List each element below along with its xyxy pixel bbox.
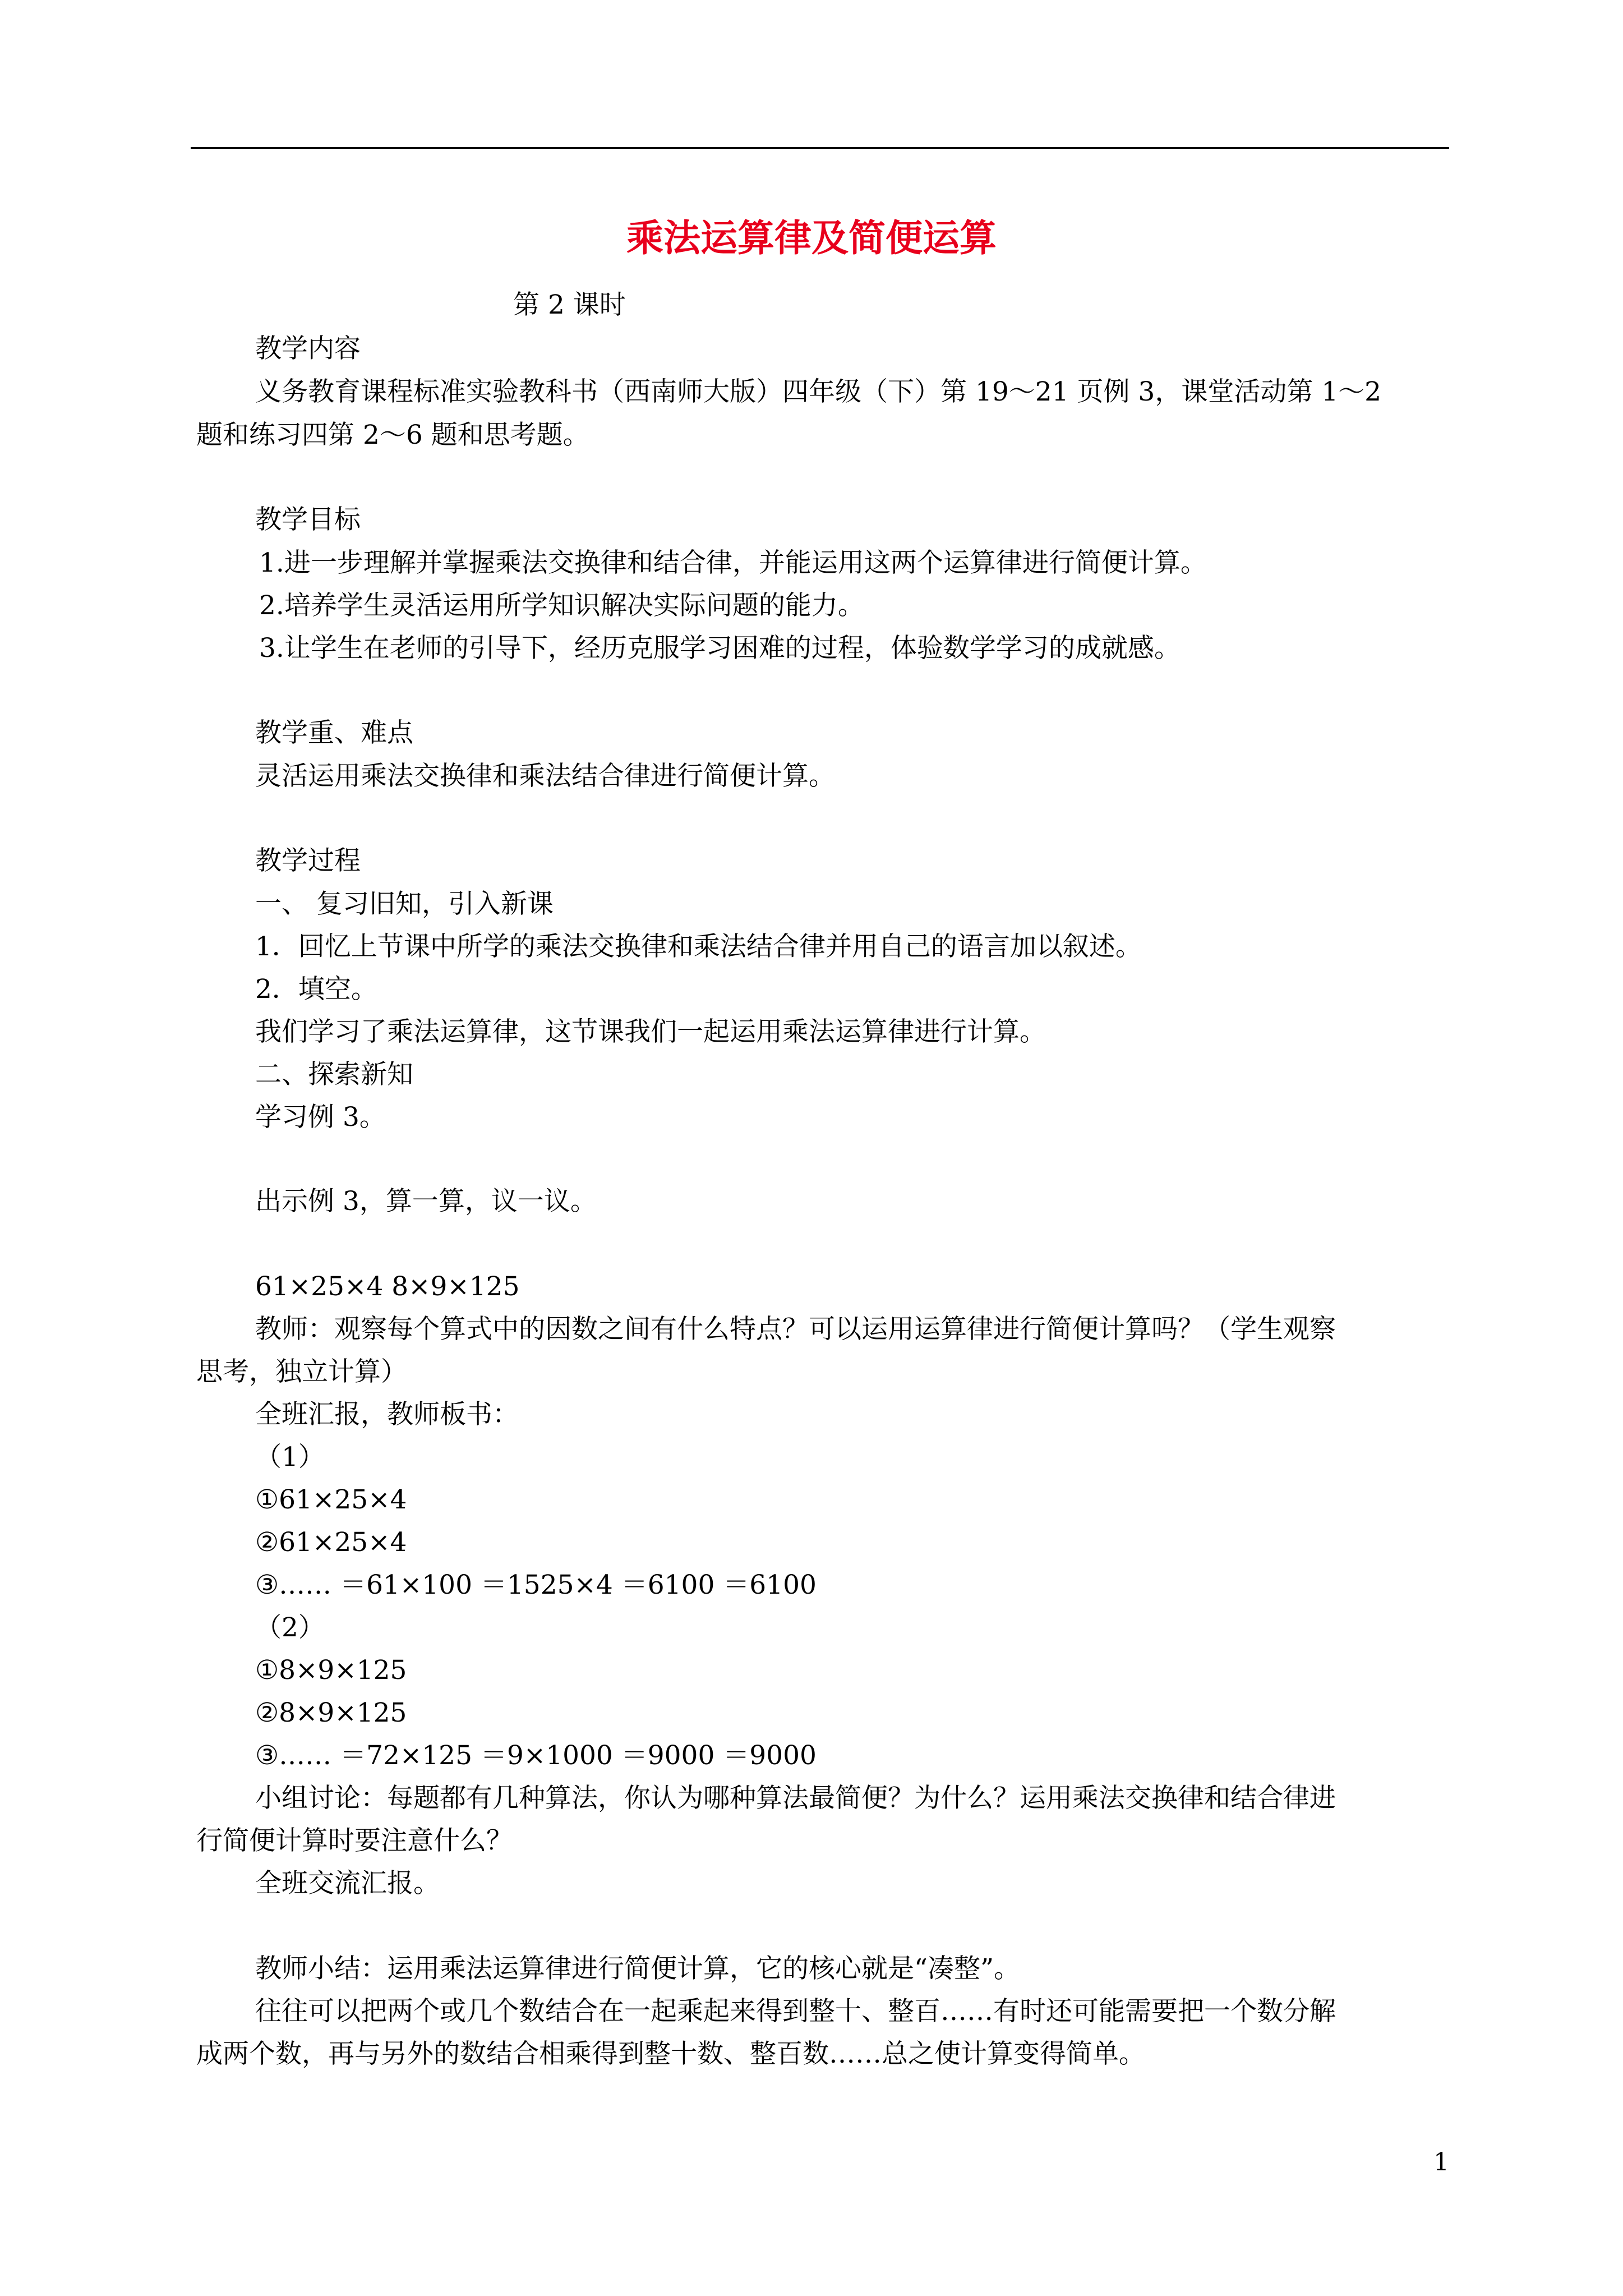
- teacher-question-2: 思考，独立计算）: [196, 1356, 407, 1387]
- heading-goals: 教学目标: [255, 504, 361, 535]
- content-line-1: 义务教育课程标准实验教科书（西南师大版）四年级（下）第 19～21 页例 3，课堂活动第 1～2: [255, 376, 1382, 407]
- review-2: 2．填空。: [255, 974, 377, 1005]
- lesson-label: 第 2 课时: [513, 289, 626, 320]
- teacher-summary: 教师小结：运用乘法运算律进行简便计算，它的核心就是“凑整”。: [255, 1953, 1021, 1984]
- document-title: 乘法运算律及简便运算: [626, 217, 997, 260]
- problem-2-method-b: ②8×9×125: [255, 1697, 407, 1728]
- review-1: 1．回忆上节课中所学的乘法交换律和乘法结合律并用自己的语言加以叙述。: [255, 931, 1142, 962]
- heading-process: 教学过程: [255, 845, 361, 876]
- expressions: 61×25×4 8×9×125: [255, 1271, 520, 1302]
- problem-1-method-c: ③…… ＝61×100 ＝1525×4 ＝6100 ＝6100: [255, 1570, 817, 1600]
- goal-1: 1.进一步理解并掌握乘法交换律和结合律，并能运用这两个运算律进行简便计算。: [259, 547, 1207, 578]
- heading-content: 教学内容: [255, 333, 361, 364]
- teacher-question-1: 教师：观察每个算式中的因数之间有什么特点？可以运用运算律进行简便计算吗？（学生观察: [255, 1314, 1336, 1345]
- header-rule: [191, 147, 1449, 149]
- class-report: 全班汇报，教师板书：: [255, 1399, 519, 1430]
- class-exchange: 全班交流汇报。: [255, 1868, 440, 1899]
- problem-1-method-b: ②61×25×4: [255, 1527, 407, 1558]
- review-3: 我们学习了乘法运算律，这节课我们一起运用乘法运算律进行计算。: [255, 1016, 1046, 1047]
- content-line-2: 题和练习四第 2～6 题和思考题。: [196, 420, 589, 450]
- page-number: 1: [1433, 2148, 1449, 2177]
- goal-2: 2.培养学生灵活运用所学知识解决实际问题的能力。: [259, 590, 864, 621]
- problem-2-label: （2）: [255, 1612, 325, 1643]
- heading-key-points: 教学重、难点: [255, 717, 413, 748]
- problem-2-method-c: ③…… ＝72×125 ＝9×1000 ＝9000 ＝9000: [255, 1740, 817, 1771]
- summary-detail-2: 成两个数，再与另外的数结合相乘得到整十数、整百数……总之使计算变得简单。: [196, 2039, 1145, 2069]
- problem-1-label: （1）: [255, 1442, 325, 1473]
- key-point-1: 灵活运用乘法交换律和乘法结合律进行简便计算。: [255, 761, 835, 792]
- goal-3: 3.让学生在老师的引导下，经历克服学习困难的过程，体验数学学习的成就感。: [259, 633, 1181, 664]
- group-discussion-1: 小组讨论：每题都有几种算法，你认为哪种算法最简便？为什么？运用乘法交换律和结合律进: [255, 1783, 1336, 1814]
- section-1-heading: 一、 复习旧知，引入新课: [255, 889, 554, 919]
- show-example: 出示例 3，算一算，议一议。: [255, 1186, 597, 1217]
- study-example: 学习例 3。: [255, 1102, 386, 1133]
- section-2-heading: 二、探索新知: [255, 1059, 413, 1090]
- problem-2-method-a: ①8×9×125: [255, 1655, 407, 1686]
- summary-detail-1: 往往可以把两个或几个数结合在一起乘起来得到整十、整百……有时还可能需要把一个数分解: [255, 1996, 1336, 2027]
- problem-1-method-a: ①61×25×4: [255, 1484, 407, 1515]
- group-discussion-2: 行简便计算时要注意什么？: [196, 1825, 513, 1856]
